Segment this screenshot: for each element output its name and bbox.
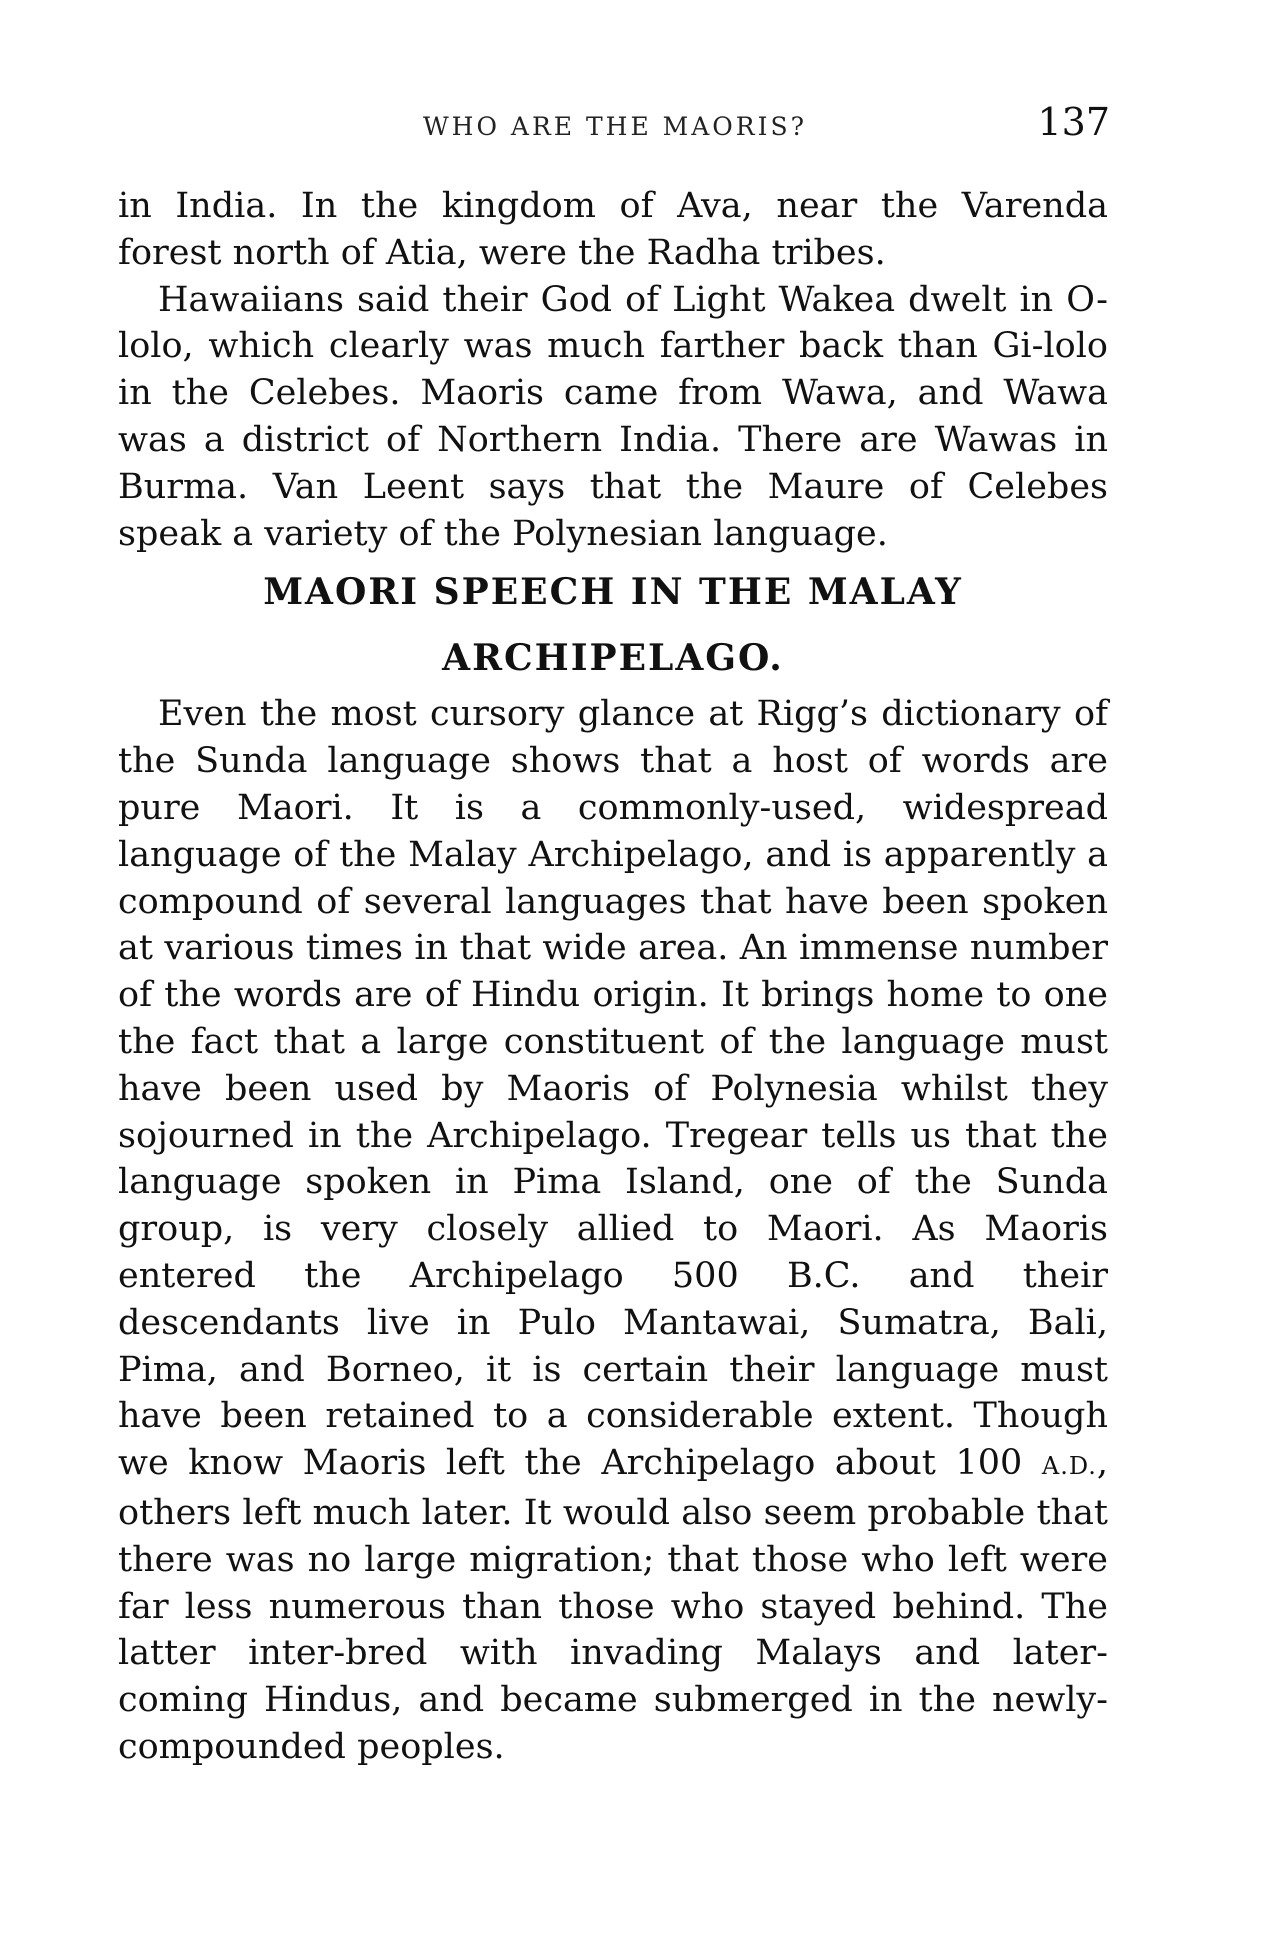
body-text <box>118 183 1108 1771</box>
section-heading-line-2: ARCHIPELAGO. <box>442 637 784 680</box>
page-number: 137 <box>1037 100 1110 144</box>
running-title: WHO ARE THE MAORIS? <box>422 112 808 141</box>
paragraph-hawaiians: Hawaiians said their God of Light Wakea dwelt in O-lolo, which clearly was much farther back than Gi-lolo in the Celebes. Maoris came from Wawa, and Wawa was a district of Northern India. There are Wawas in Burma. Van Leent says that the Maure of Celebes speak a variety of the Polynesian language. <box>118 279 1108 554</box>
paragraph-continuation: in India. In the kingdom of Ava, near the Varenda forest north of Atia, were the Radha tribes. <box>118 186 1108 273</box>
paragraph-text-part-2: , others left much later. It would also seem probable that there was no large migration; that those who left were far less numerous than those who stayed behind. The latter inter-bred with invading Malays and later-coming Hindus, and became submerged in the newly-compounded peoples. <box>118 1443 1108 1767</box>
section-heading <box>118 559 1108 691</box>
paragraph-text-part-1: Even the most cursory glance at Rigg’s dictionary of the Sunda language shows that a host of words are pure Maori. It is a commonly-used, widespread language of the Malay Archipelago, and is apparently a compound of several languages that have been spoken at various times in that wide area. An immense number of the words are of Hindu origin. It brings home to one the fact that a large constituent of the language must have been used by Maoris of Polynesia whilst they sojourned in the Archipelago. Tregear tells us that the language spoken in Pima Island, one of the Sunda group, is very closely allied to Maori. As Maoris entered the Archipelago 500 B.C. and their descendants live in Pulo Mantawai, Sumatra, Bali, Pima, and Borneo, it is certain their language must have been retained to a considerable extent. Though we know Maoris left the Archipelago about 100 <box>118 694 1108 1484</box>
running-header <box>120 100 1110 150</box>
small-caps-ad: A.D. <box>1041 1452 1097 1481</box>
section-heading-line-1: MAORI SPEECH IN THE MALAY <box>263 571 963 614</box>
paragraph-sunda-language <box>118 691 1108 1770</box>
